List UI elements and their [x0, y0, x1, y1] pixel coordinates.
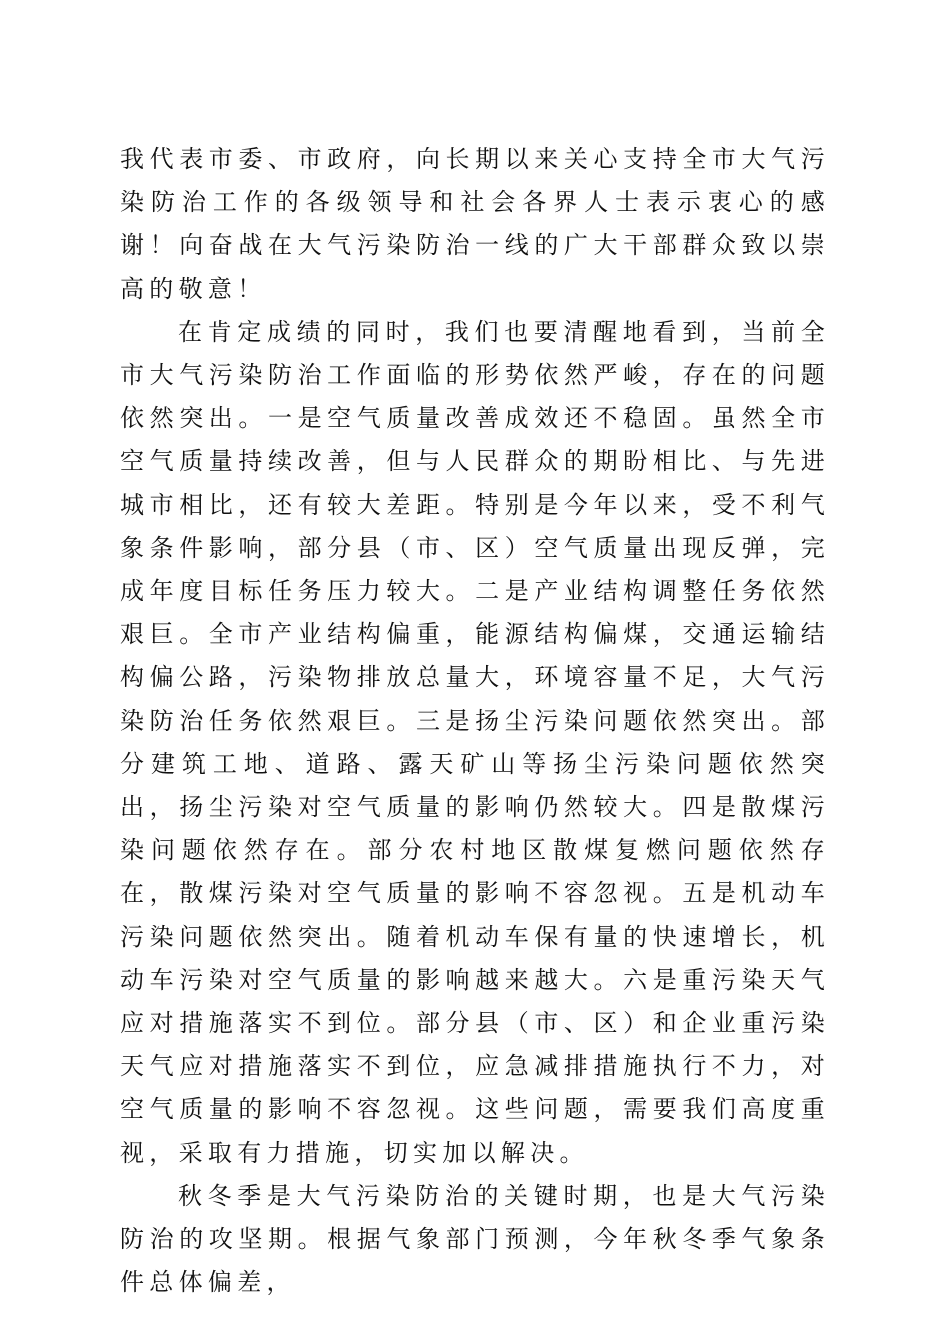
- paragraph-thanks: 我代表市委、市政府，向长期以来关心支持全市大气污染防治工作的各级领导和社会各界人士表示衷心的感谢！向奋战在大气污染防治一线的广大干部群众致以崇高的敬意！: [120, 145, 830, 303]
- paragraph-autumn-winter: 秋冬季是大气污染防治的关键时期，也是大气污染防治的攻坚期。根据气象部门预测，今年秋冬季气象条件总体偏差，: [120, 1181, 830, 1297]
- document-body: [120, 138, 830, 1304]
- paragraph-problems: 在肯定成绩的同时，我们也要清醒地看到，当前全市大气污染防治工作面临的形势依然严峻，存在的问题依然突出。一是空气质量改善成效还不稳固。虽然全市空气质量持续改善，但与人民群众的期盼相比、与先进城市相比，还有较大差距。特别是今年以来，受不利气象条件影响，部分县（市、区）空气质量出现反弹，完成年度目标任务压力较大。二是产业结构调整任务依然艰巨。全市产业结构偏重，能源结构偏煤，交通运输结构偏公路，污染物排放总量大，环境容量不足，大气污染防治任务依然艰巨。三是扬尘污染问题依然突出。部分建筑工地、道路、露天矿山等扬尘污染问题依然突出，扬尘污染对空气质量的影响仍然较大。四是散煤污染问题依然存在。部分农村地区散煤复燃问题依然存在，散煤污染对空气质量的影响不容忽视。五是机动车污染问题依然突出。随着机动车保有量的快速增长，机动车污染对空气质量的影响越来越大。六是重污染天气应对措施落实不到位。部分县（市、区）和企业重污染天气应对措施落实不到位，应急减排措施执行不力，对空气质量的影响不容忽视。这些问题，需要我们高度重视，采取有力措施，切实加以解决。: [120, 317, 830, 1167]
